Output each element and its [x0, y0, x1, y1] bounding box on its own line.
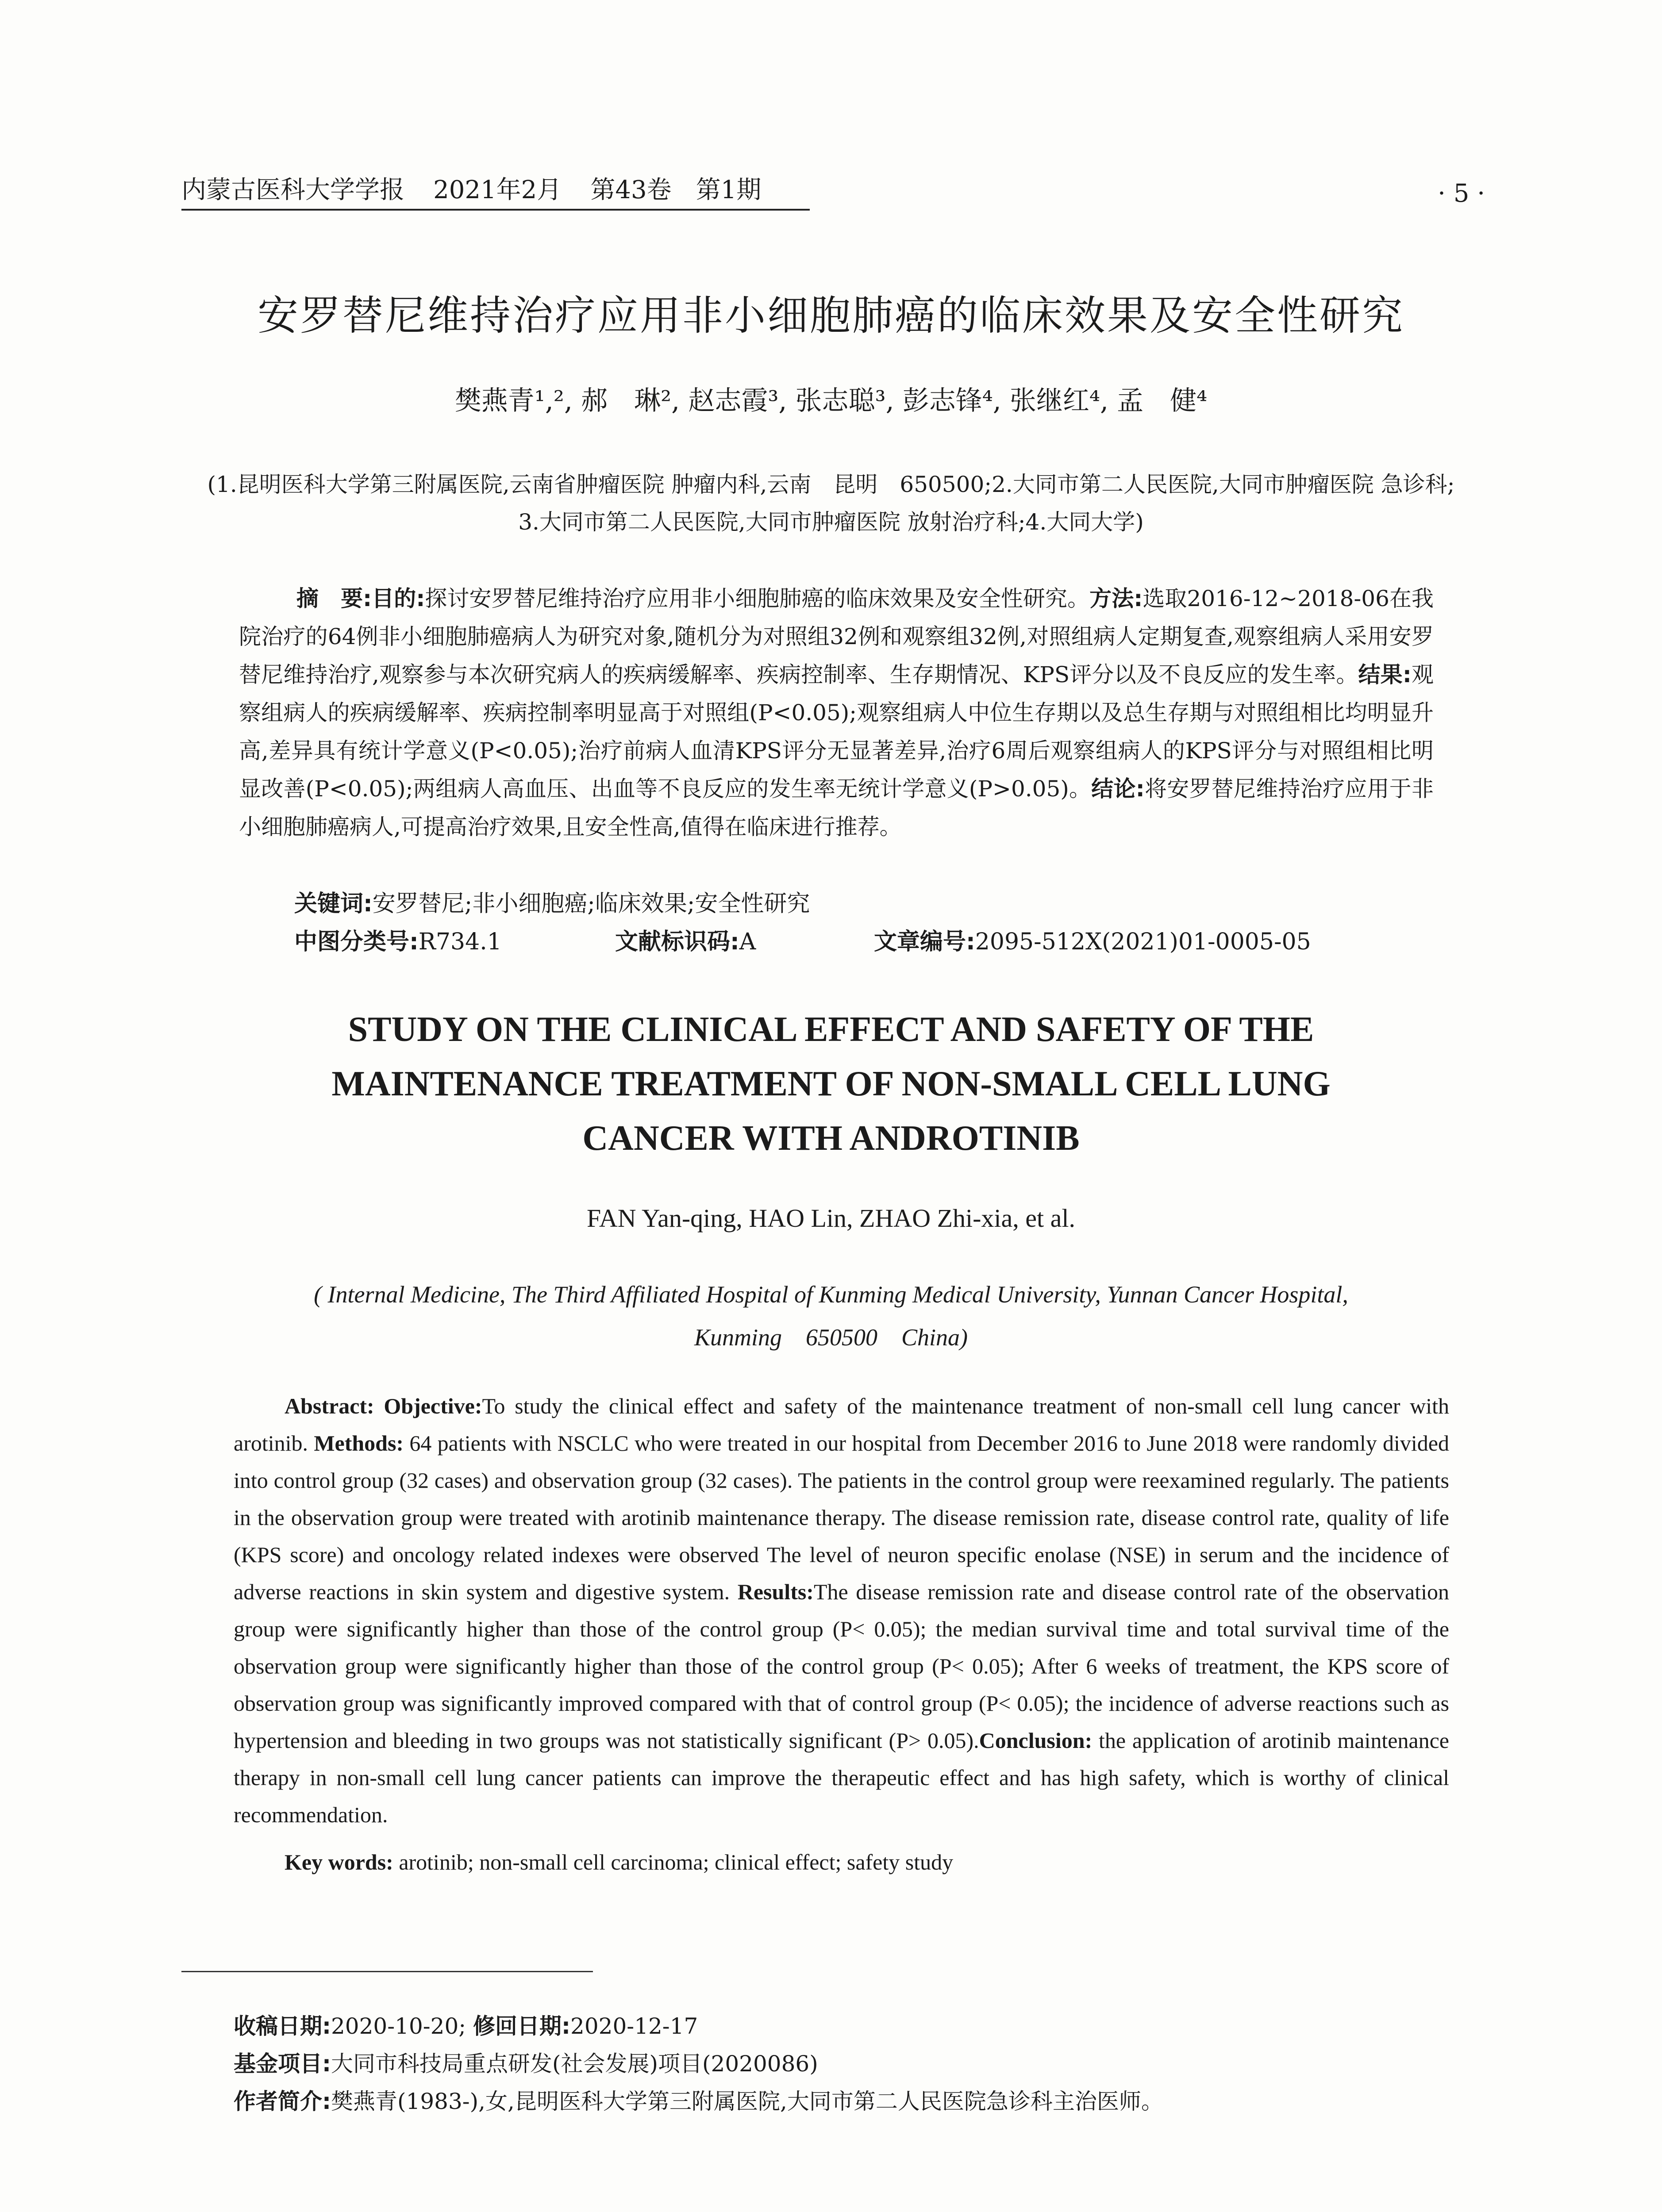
footnote-dates: [234, 2008, 698, 2040]
abstract-cn: [239, 580, 1434, 846]
article-number: [874, 923, 1311, 956]
author-bio-value: 樊燕青(1983-),女,昆明医科大学第三附属医院,大同市第二人民医院急诊科主治医师。: [331, 2089, 1163, 2114]
affiliation-cn-line2: 3.大同市第二人民医院,大同市肿瘤医院 放射治疗科;4.大同大学): [518, 509, 1144, 535]
affiliation-en-line2: Kunming 650500 China): [694, 1324, 968, 1351]
doc-label: 文献标识码:: [615, 929, 739, 955]
methods-en-label: Methods:: [314, 1431, 404, 1455]
issue: 第1期: [696, 176, 762, 204]
article-value: 2095-512X(2021)01-0005-05: [975, 929, 1311, 955]
authors-cn: 樊燕青¹,², 郝 琳², 赵志霞³, 张志聪³, 彭志锋⁴, 张继红⁴, 孟 健⁴: [454, 385, 1208, 416]
abstract-cn-label: 摘 要:: [296, 586, 372, 611]
results-cn: 观察组病人的疾病缓解率、疾病控制率明显高于对照组(P<0.05);观察组病人中位生存期以及总生存期与对照组相比均明显升高,差异具有统计学意义(P<0.05);治疗前病人血清KPS评分无显著差异,治疗6周后观察组病人的KPS评分与对照组相比明显改善(P<0.05);两组病人高血压、出血等不良反应的发生率无统计学意义(P>0.05)。: [239, 662, 1434, 802]
issue-date: 2021年2月: [433, 176, 562, 204]
title-en-line2: MAINTENANCE TREATMENT OF NON-SMALL CELL LUNG: [331, 1064, 1331, 1103]
fund-value: 大同市科技局重点研发(社会发展)项目(2020086): [331, 2051, 818, 2077]
results-cn-label: 结果:: [1358, 662, 1412, 687]
objective-en: To study the clinical effect and safety of the maintenance treatment of non-small cell lung cancer with arotinib.: [234, 1394, 1450, 1455]
objective-cn: 探讨安罗替尼维持治疗应用非小细胞肺癌的临床效果及安全性研究。: [425, 586, 1090, 611]
conclusion-cn: 将安罗替尼维持治疗应用于非小细胞肺癌病人,可提高治疗效果,且安全性高,值得在临床进行推荐。: [239, 776, 1434, 840]
document-code: [615, 923, 756, 956]
revised-label: 修回日期:: [473, 2013, 571, 2039]
journal-name: 内蒙古医科大学学报: [181, 176, 404, 204]
fund-label: 基金项目:: [234, 2051, 331, 2077]
abstract-en: [234, 1387, 1449, 1833]
volume: 第43卷: [590, 176, 672, 204]
running-header: [181, 177, 810, 211]
conclusion-cn-label: 结论:: [1091, 776, 1145, 802]
objective-cn-label: 目的:: [372, 586, 425, 611]
affiliation-cn-line1: (1.昆明医科大学第三附属医院,云南省肿瘤医院 肿瘤内科,云南 昆明 650500;2.大同市第二人民医院,大同市肿瘤医院 急诊科;: [207, 472, 1455, 497]
clc-number: [294, 923, 502, 956]
author-bio-label: 作者简介:: [234, 2089, 331, 2114]
clc-value: R734.1: [418, 929, 502, 955]
methods-cn: 选取2016-12~2018-06在我院治疗的64例非小细胞肺癌病人为研究对象,随机分为对照组32例和观察组32例,对照组病人定期复查,观察组病人采用安罗替尼维持治疗,观察参与本次研究病人的疾病缓解率、疾病控制率、生存期情况、KPS评分以及不良反应的发生率。: [239, 586, 1434, 687]
conclusion-en: the application of arotinib maintenance therapy in non-small cell lung cancer patients can improve the therapeutic effect and has high safety, which is worthy of clinical recommendation.: [234, 1728, 1450, 1827]
received-label: 收稿日期:: [234, 2013, 331, 2039]
keywords-cn-label: 关键词:: [294, 891, 373, 917]
revised-date: 2020-12-17: [570, 2013, 698, 2039]
footnote-author: [234, 2084, 1163, 2116]
received-date: 2020-10-20;: [331, 2013, 466, 2039]
keywords-en-value: arotinib; non-small cell carcinoma; clinical effect; safety study: [399, 1850, 954, 1874]
keywords-en: [285, 1849, 953, 1875]
methods-en: 64 patients with NSCLC who were treated in our hospital from December 2016 to June 2018 were randomly divided into control group (32 cases) and observation group (32 cases). The patients in the control group were reexamined regularly. The patients in the observation group were treated with arotinib maintenance therapy. The disease remission rate, disease control rate, quality of life (KPS score) and oncology related indexes were observed The level of neuron specific enolase (NSE) in serum and the incidence of adverse reactions in skin system and digestive system.: [234, 1431, 1449, 1604]
title-en-line3: CANCER WITH ANDROTINIB: [582, 1119, 1080, 1158]
doc-value: A: [739, 929, 756, 955]
objective-en-label: Objective:: [384, 1394, 482, 1418]
keywords-cn-value: 安罗替尼;非小细胞癌;临床效果;安全性研究: [372, 891, 810, 917]
methods-cn-label: 方法:: [1089, 586, 1143, 611]
clc-label: 中图分类号:: [294, 929, 419, 955]
footnote-fund: [234, 2046, 818, 2078]
abstract-en-label: Abstract:: [285, 1394, 374, 1418]
title-en-line1: STUDY ON THE CLINICAL EFFECT AND SAFETY OF THE: [348, 1010, 1314, 1049]
footnote-divider: [181, 1971, 593, 1972]
article-label: 文章编号:: [874, 929, 975, 955]
results-en: The disease remission rate and disease control rate of the observation group were significantly higher than those of the control group (P< 0.05); the median survival time and total survival time of the observation group were significantly higher than those of the control group (P< 0.05); After 6 weeks of treatment, the KPS score of observation group was significantly improved compared with that of control group (P< 0.05); the incidence of adverse reactions such as hypertension and bleeding in two groups was not statistically significant (P> 0.05).: [234, 1579, 1449, 1753]
title-cn: 安罗替尼维持治疗应用非小细胞肺癌的临床效果及安全性研究: [257, 292, 1404, 339]
page-number: · 5 ·: [1438, 179, 1485, 208]
conclusion-en-label: Conclusion:: [979, 1728, 1093, 1753]
keywords-en-label: Key words:: [285, 1850, 393, 1874]
authors-en: FAN Yan-qing, HAO Lin, ZHAO Zhi-xia, et al.: [586, 1204, 1076, 1233]
keywords-cn: [294, 885, 810, 918]
results-en-label: Results:: [737, 1579, 814, 1604]
affiliation-en-line1: ( Internal Medicine, The Third Affiliated Hospital of Kunming Medical University, Yunnan Cancer Hospital,: [314, 1281, 1348, 1308]
